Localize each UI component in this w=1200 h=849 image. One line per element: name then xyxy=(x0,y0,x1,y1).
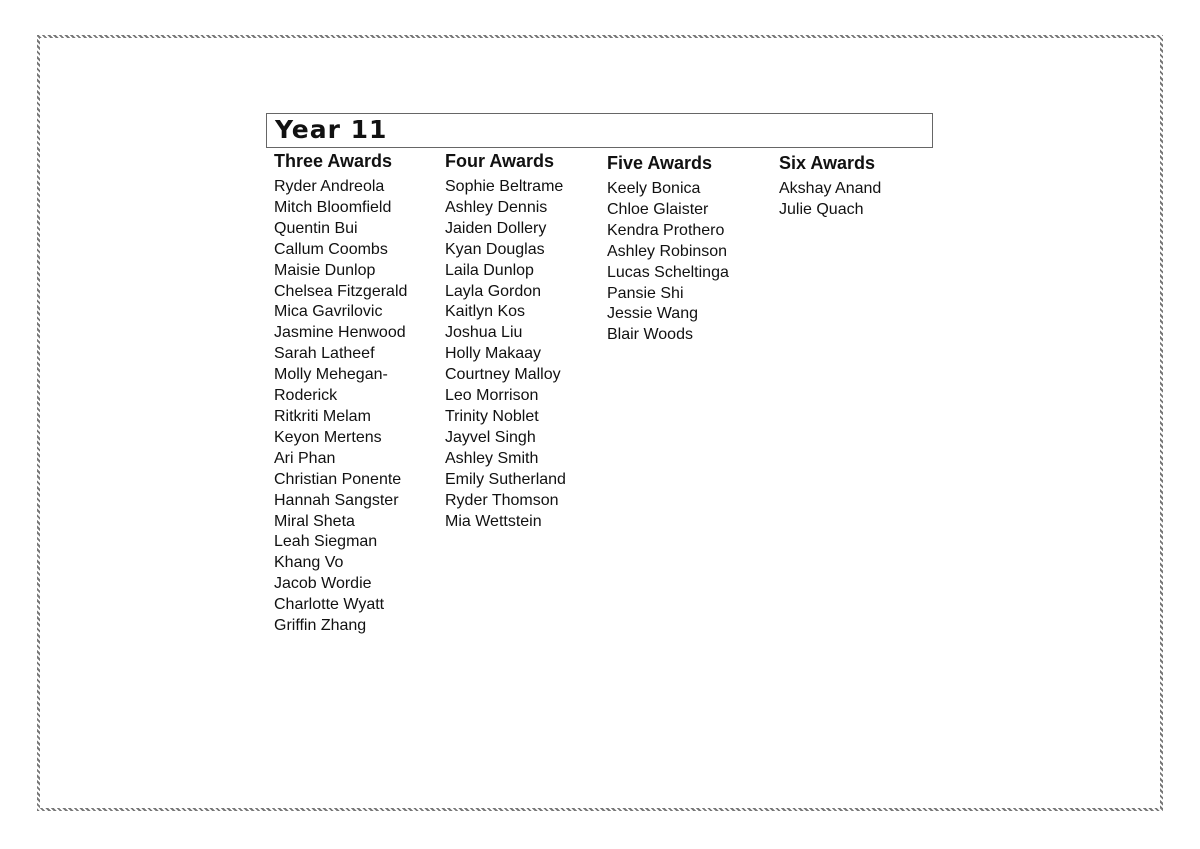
list-item: Kaitlyn Kos xyxy=(445,303,526,321)
list-item: Christian Ponente xyxy=(274,470,402,488)
list-item: Jessie Wang xyxy=(607,305,698,323)
list-item: Ashley Smith xyxy=(445,449,539,467)
list-item: Ashley Robinson xyxy=(607,242,728,260)
list-item: Mitch Bloomfield xyxy=(274,198,392,216)
list-item: Jayvel Singh xyxy=(445,428,536,446)
list-item: Leah Siegman xyxy=(274,533,378,551)
name-list xyxy=(779,179,929,221)
list-item: Keyon Mertens xyxy=(274,428,382,446)
list-item: Emily Sutherland xyxy=(445,470,566,488)
name-list xyxy=(607,179,767,346)
list-item: Callum Coombs xyxy=(274,240,388,258)
column-five-awards xyxy=(607,152,767,346)
column-three-awards xyxy=(274,150,434,637)
list-item: Mia Wettstein xyxy=(445,512,542,530)
list-item: Miral Sheta xyxy=(274,512,355,530)
list-item: Chloe Glaister xyxy=(607,200,709,218)
list-item: Ari Phan xyxy=(274,449,336,467)
list-item: Ashley Dennis xyxy=(445,198,548,216)
list-item: Kyan Douglas xyxy=(445,240,545,258)
column-heading: Five Awards xyxy=(607,153,713,173)
column-heading: Four Awards xyxy=(445,151,555,171)
list-item: Joshua Liu xyxy=(445,324,523,342)
column-heading: Three Awards xyxy=(274,151,393,171)
column-heading: Six Awards xyxy=(779,153,876,173)
list-item: Ryder Thomson xyxy=(445,491,559,509)
list-item: Sarah Latheef xyxy=(274,345,375,363)
list-item: Akshay Anand xyxy=(779,180,882,197)
list-item: Maisie Dunlop xyxy=(274,261,376,279)
list-item: Mica Gavrilovic xyxy=(274,303,383,321)
list-item: Courtney Malloy xyxy=(445,366,561,384)
list-item: Laila Dunlop xyxy=(445,261,534,279)
list-item: Layla Gordon xyxy=(445,282,542,300)
column-six-awards xyxy=(779,152,929,221)
list-item: Keely Bonica xyxy=(607,180,701,197)
list-item: Jaiden Dollery xyxy=(445,219,547,237)
list-item: Ryder Andreola xyxy=(274,178,385,195)
list-item: Julie Quach xyxy=(779,200,864,218)
title-box xyxy=(266,113,933,148)
list-item: Kendra Prothero xyxy=(607,221,725,239)
list-item: Charlotte Wyatt xyxy=(274,596,385,614)
list-item: Molly Mehegan- xyxy=(274,366,388,384)
list-item: Chelsea Fitzgerald xyxy=(274,282,408,300)
list-item: Jacob Wordie xyxy=(274,575,372,593)
name-list xyxy=(445,177,595,532)
list-item: Jasmine Henwood xyxy=(274,324,406,342)
list-item: Quentin Bui xyxy=(274,219,358,237)
column-four-awards xyxy=(445,150,595,532)
page-border xyxy=(37,35,1163,811)
page-title: Year 11 xyxy=(275,115,388,144)
list-item: Lucas Scheltinga xyxy=(607,263,729,281)
list-item: Ritkriti Melam xyxy=(274,407,371,425)
list-item: Khang Vo xyxy=(274,554,344,572)
list-item: Blair Woods xyxy=(607,326,693,344)
list-item: Hannah Sangster xyxy=(274,491,399,509)
list-item: Griffin Zhang xyxy=(274,617,367,635)
list-item: Holly Makaay xyxy=(445,345,542,363)
list-item: Trinity Noblet xyxy=(445,407,539,425)
list-item: Roderick xyxy=(274,387,338,405)
list-item: Leo Morrison xyxy=(445,387,539,405)
list-item: Pansie Shi xyxy=(607,284,684,302)
list-item: Sophie Beltrame xyxy=(445,178,564,195)
name-list xyxy=(274,177,434,637)
